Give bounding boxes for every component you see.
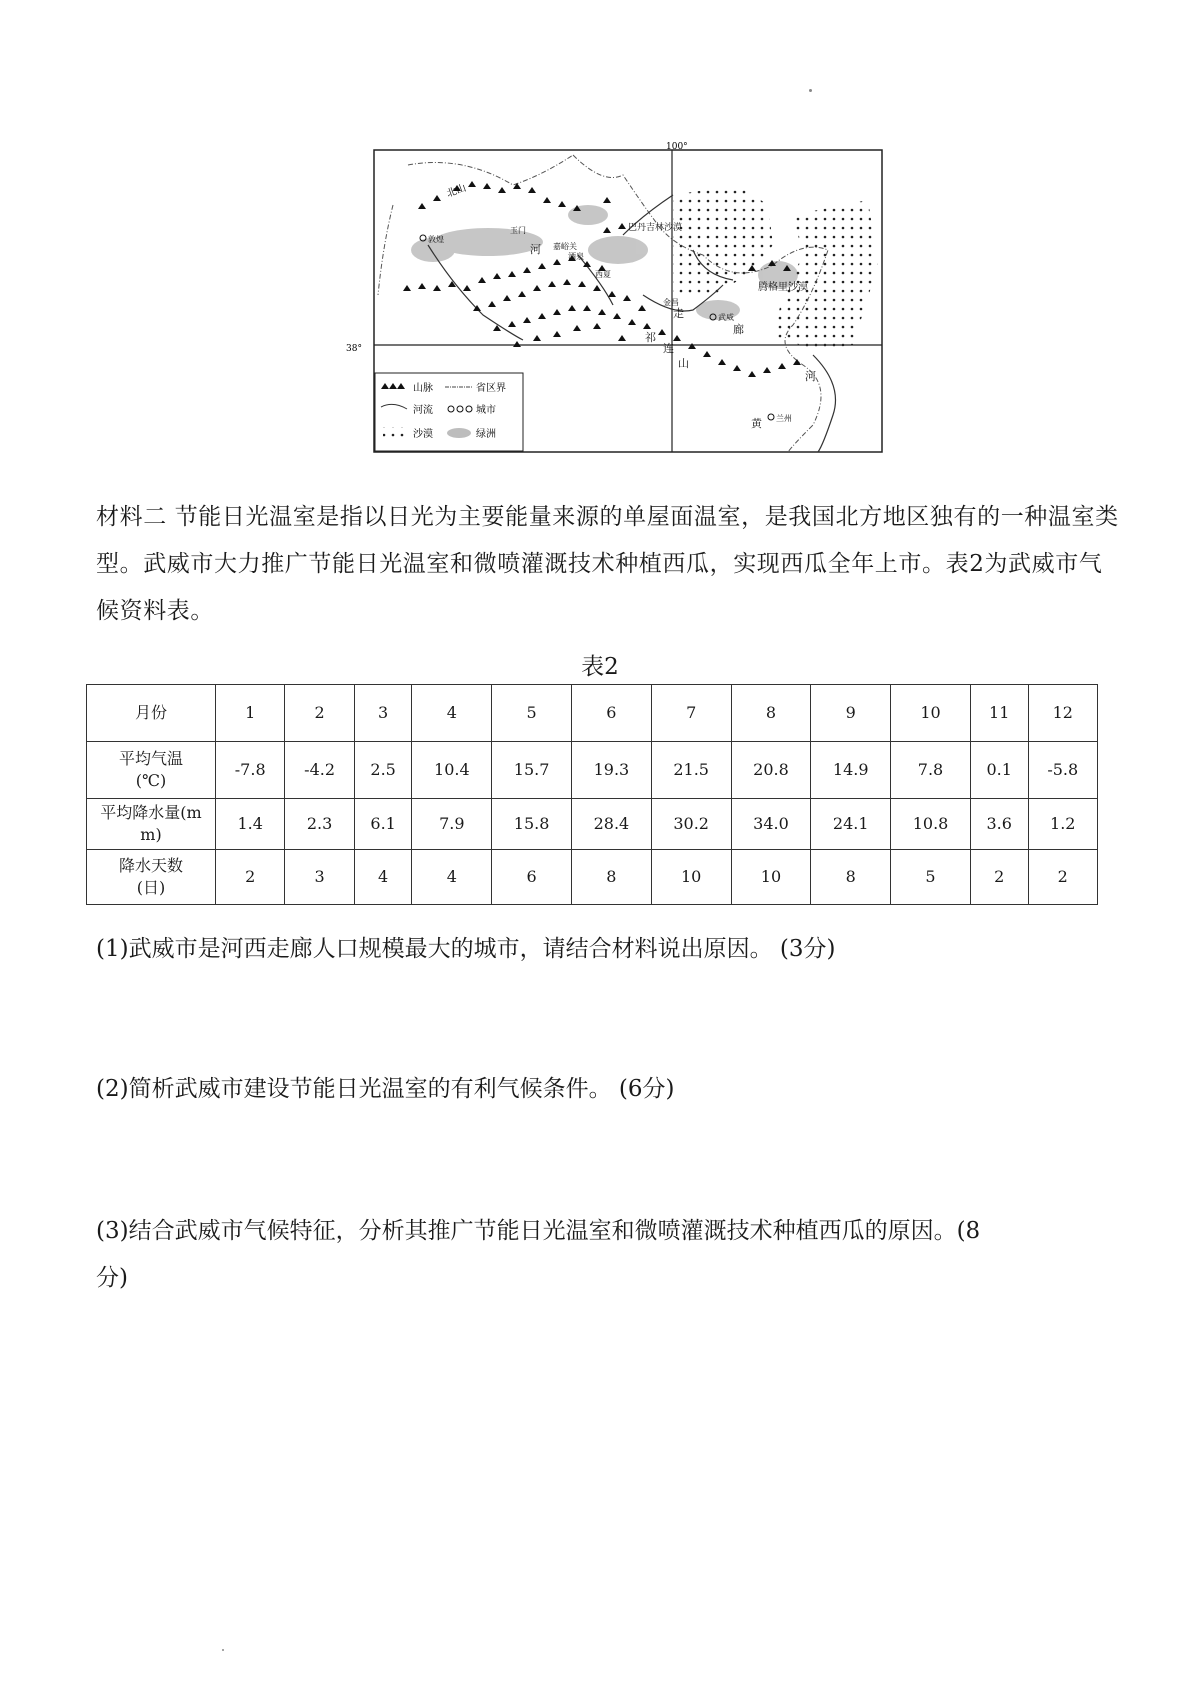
value-cell: 3	[285, 850, 354, 905]
label-wuwei: 武威	[718, 313, 734, 322]
label-lian: 连	[663, 342, 674, 355]
scan-dot	[222, 1649, 224, 1651]
label-badain-desert: 巴丹吉林沙漠	[628, 223, 683, 233]
table-header-row	[87, 685, 1098, 742]
value-cell: 10.8	[891, 799, 971, 850]
month-cell: 7	[651, 685, 731, 742]
value-cell: 5	[891, 850, 971, 905]
header-month-label: 月份	[87, 685, 216, 742]
label-yumen: 玉门	[510, 226, 526, 235]
value-cell: 6.1	[354, 799, 412, 850]
value-cell: 10	[731, 850, 811, 905]
value-cell: -4.2	[285, 742, 354, 799]
legend-oasis: 绿洲	[476, 429, 496, 440]
label-xixia: 西夏	[595, 270, 611, 279]
label-qi: 祁	[645, 331, 656, 344]
row-label-line2: (日)	[136, 878, 166, 897]
table-row	[87, 799, 1098, 850]
value-cell: -5.8	[1028, 742, 1097, 799]
value-cell: 10	[651, 850, 731, 905]
value-cell: 2	[216, 850, 285, 905]
label-beishan: 北山	[445, 182, 468, 200]
month-cell: 3	[354, 685, 412, 742]
month-cell: 9	[811, 685, 891, 742]
legend-mountain: 山脉	[413, 383, 433, 394]
month-cell: 12	[1028, 685, 1097, 742]
row-label-line1: 降水天数	[118, 856, 183, 875]
month-cell: 11	[970, 685, 1028, 742]
value-cell: 15.7	[492, 742, 572, 799]
month-cell: 8	[731, 685, 811, 742]
value-cell: 2.5	[354, 742, 412, 799]
value-cell: -7.8	[216, 742, 285, 799]
value-cell: 2.3	[285, 799, 354, 850]
longitude-label: 100°	[666, 142, 688, 152]
latitude-label: 38°	[346, 344, 362, 354]
question-3-line1: (3)结合武威市气候特征，分析其推广节能日光温室和微喷灌溉技术种植西瓜的原因。(8	[96, 1218, 981, 1244]
label-he2: 河	[805, 370, 816, 383]
question-1: (1)武威市是河西走廊人口规模最大的城市，请结合材料说出原因。 (3分)	[96, 936, 836, 962]
month-cell: 4	[412, 685, 492, 742]
value-cell: 20.8	[731, 742, 811, 799]
value-cell: 0.1	[970, 742, 1028, 799]
value-cell: 7.8	[891, 742, 971, 799]
legend-desert: 沙漠	[413, 429, 433, 440]
value-cell: 19.3	[572, 742, 652, 799]
label-jiuquan: 酒泉	[568, 252, 584, 261]
label-zou: 走	[673, 307, 684, 320]
value-cell: 10.4	[412, 742, 492, 799]
value-cell: 15.8	[492, 799, 572, 850]
table-row	[87, 742, 1098, 799]
value-cell: 1.4	[216, 799, 285, 850]
row-label-line2: (℃)	[135, 771, 167, 790]
question-2: (2)简析武威市建设节能日光温室的有利气候条件。 (6分)	[96, 1076, 675, 1102]
value-cell: 34.0	[731, 799, 811, 850]
row-label	[87, 850, 216, 905]
table-caption: 表2	[581, 654, 619, 680]
value-cell: 8	[811, 850, 891, 905]
label-jinchang: 金昌	[663, 298, 679, 307]
month-cell: 10	[891, 685, 971, 742]
climate-table	[86, 684, 1098, 905]
row-label-line1: 平均气温	[118, 749, 183, 768]
value-cell: 2	[970, 850, 1028, 905]
value-cell: 21.5	[651, 742, 731, 799]
label-lanzhou: 兰州	[776, 414, 792, 423]
value-cell: 2	[1028, 850, 1097, 905]
scan-dot	[809, 89, 812, 92]
value-cell: 6	[492, 850, 572, 905]
hexi-corridor-map	[346, 142, 885, 455]
value-cell: 4	[354, 850, 412, 905]
legend-city: 城市	[476, 405, 496, 416]
row-label	[87, 799, 216, 850]
legend-border: 省区界	[476, 383, 506, 394]
month-cell: 2	[285, 685, 354, 742]
value-cell: 3.6	[970, 799, 1028, 850]
month-cell: 6	[572, 685, 652, 742]
value-cell: 24.1	[811, 799, 891, 850]
legend-river: 河流	[413, 405, 433, 416]
month-cell: 5	[492, 685, 572, 742]
label-dunhuang: 敦煌	[428, 235, 444, 244]
value-cell: 28.4	[572, 799, 652, 850]
label-huang: 黄	[751, 417, 762, 430]
map-legend	[375, 373, 523, 451]
value-cell: 14.9	[811, 742, 891, 799]
value-cell: 30.2	[651, 799, 731, 850]
material-two-paragraph: 材料二 节能日光温室是指以日光为主要能量来源的单屋面温室，是我国北方地区独有的一种温室类型。武威市大力推广节能日光温室和微喷灌溉技术种植西瓜，实现西瓜全年上市。表2为武威市气候资料表。	[96, 504, 1119, 624]
month-cell: 1	[216, 685, 285, 742]
row-label	[87, 742, 216, 799]
value-cell: 7.9	[412, 799, 492, 850]
question-3-line2: 分)	[96, 1265, 128, 1291]
row-label-line2: m)	[140, 825, 162, 844]
label-tengger-desert: 腾格里沙漠	[758, 282, 808, 293]
label-jiayuguan: 嘉峪关	[553, 242, 577, 251]
table-row	[87, 850, 1098, 905]
label-lang: 廊	[733, 323, 744, 336]
value-cell: 4	[412, 850, 492, 905]
label-shan: 山	[678, 357, 689, 370]
row-label-line1: 平均降水量(m	[100, 803, 202, 822]
label-he: 河	[530, 243, 541, 256]
value-cell: 1.2	[1028, 799, 1097, 850]
value-cell: 8	[572, 850, 652, 905]
